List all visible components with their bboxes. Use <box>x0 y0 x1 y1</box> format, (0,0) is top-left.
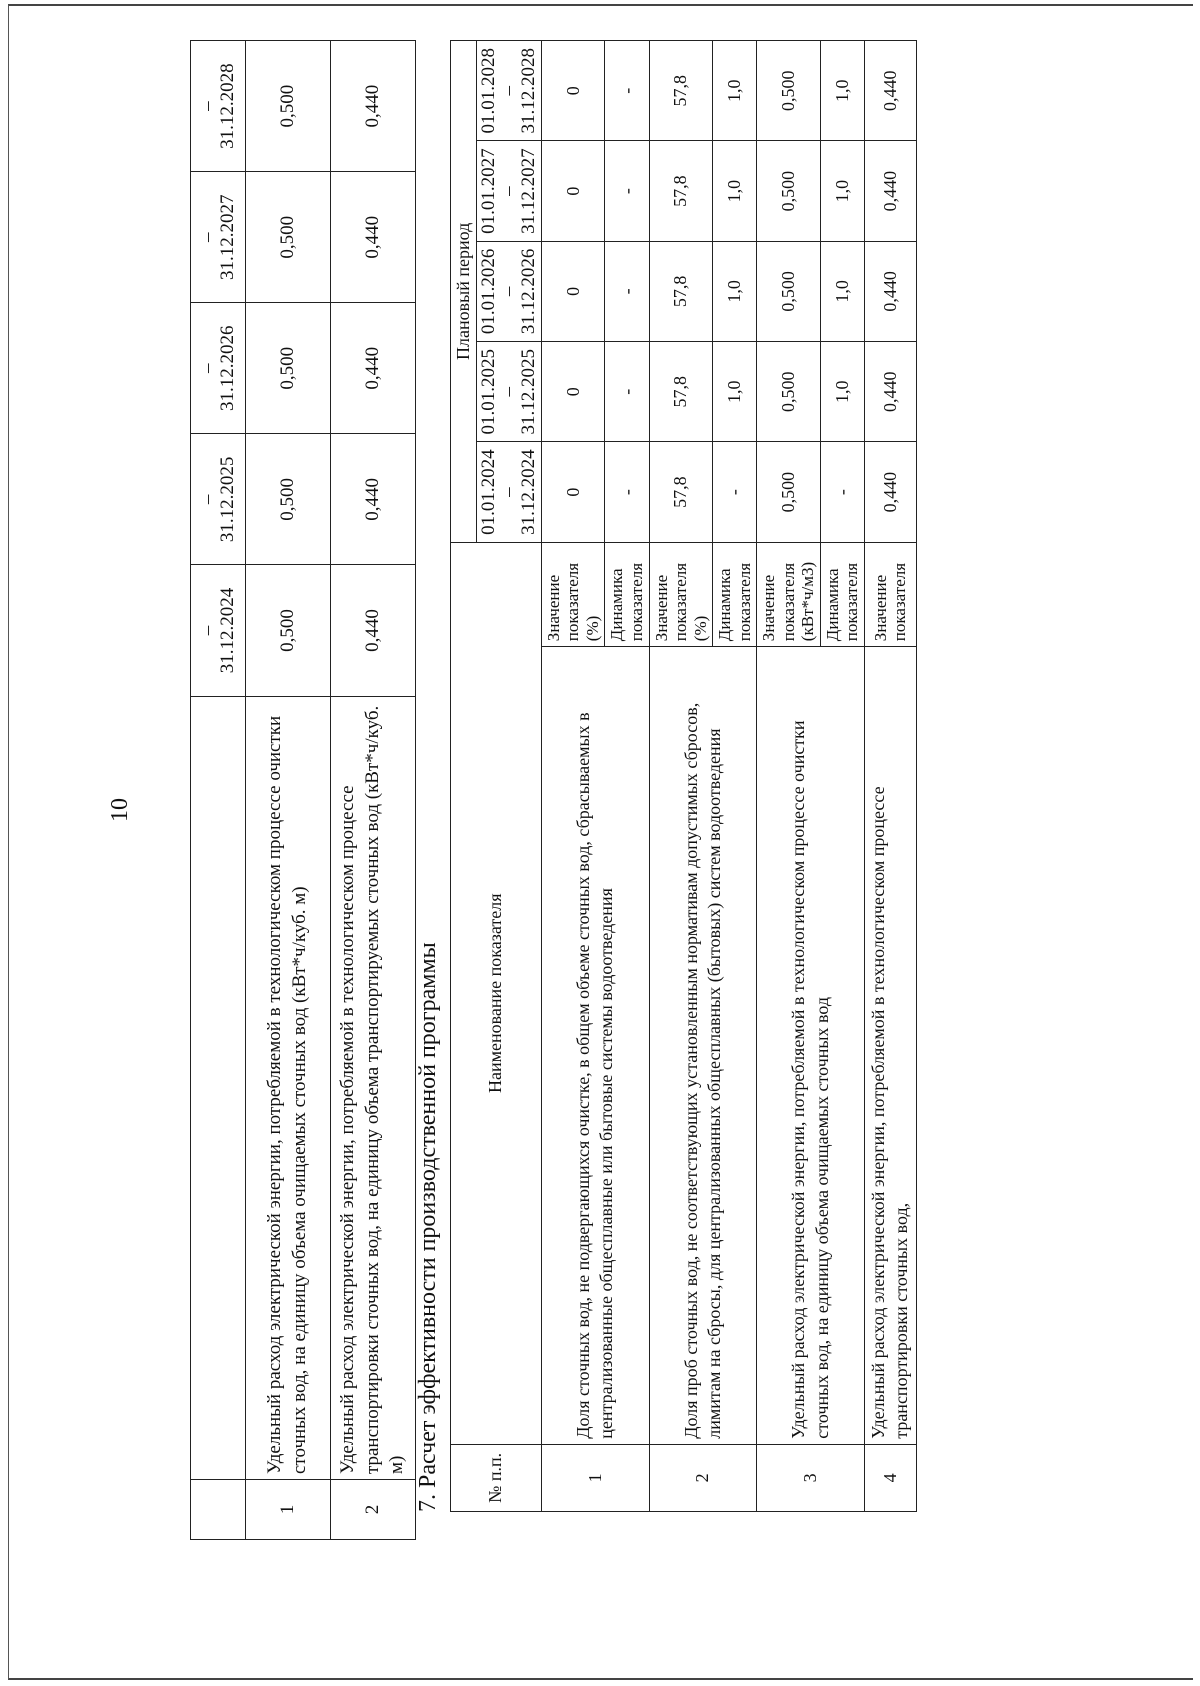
table-row: 2 Доля проб сточных вод, не соответствующих установленным нормативам допустимых сбросов, лимитам на сбросы, для централизованных общесплавных (бытовых) систем водоотведения Значение показателя (%) 57,8 57,8 57,8 57,8 57,8 <box>649 41 713 1512</box>
period-header: 01.01.2025 – 31.12.2025 <box>477 342 542 442</box>
planned-period-header: Плановый период <box>451 41 477 543</box>
table-header-row <box>451 41 477 1512</box>
rotated-content <box>190 40 1190 1540</box>
table-row: 1 Доля сточных вод, не подвергающихся очистке, в общем объеме сточных вод, сбрасываемых в централизованные общесплавные или бытовые системы водоотведения Значение показателя (%) 0 0 0 0 0 <box>541 41 605 1512</box>
table-row: Динамика показателя - 1,0 1,0 1,0 1,0 <box>820 41 864 1512</box>
table-row: 1 Удельный расход электрической энергии, потребляемой в технологическом процессе очистки сточных вод, на единицу объема очищаемых сточных вод (кВт*ч/куб. м) 0,500 0,500 0,500 0,500 0,500 <box>246 41 331 1540</box>
top-table-header <box>191 41 246 1540</box>
col-header-num: № п.п. <box>451 1444 542 1511</box>
date-header: – 31.12.2024 <box>191 565 246 696</box>
date-header: – 31.12.2027 <box>191 172 246 303</box>
date-header: – 31.12.2028 <box>191 41 246 172</box>
period-header: 01.01.2028 – 31.12.2028 <box>477 41 542 141</box>
date-header: – 31.12.2025 <box>191 434 246 565</box>
period-header: 01.01.2026 – 31.12.2026 <box>477 241 542 341</box>
period-header: 01.01.2024 – 31.12.2024 <box>477 442 542 542</box>
table-row: 4 Удельный расход электрической энергии, потребляемой в технологическом процессе транспортировки сточных вод, Значение показателя 0,440 0,440 0,440 0,440 0,440 <box>865 41 917 1512</box>
table-row: 2 Удельный расход электрической энергии, потребляемой в технологическом процессе транспортировки сточных вод, на единицу объема транспортируемых сточных вод (кВт*ч/куб. м) 0,440 0,440 0,440 0,440 0,440 <box>331 41 416 1540</box>
table-row: Динамика показателя - 1,0 1,0 1,0 1,0 <box>713 41 757 1512</box>
period-header: 01.01.2027 – 31.12.2027 <box>477 141 542 241</box>
table-row: 3 Удельный расход электрической энергии, потребляемой в технологическом процессе очистки сточных вод, на единицу объема очищаемых сточных вод Значение показателя (кВт*ч/м3) 0,500 0,500 0,500 0,500 0,500 <box>757 41 821 1512</box>
page-number: 10 <box>107 798 133 822</box>
table-row: Динамика показателя - - - - - <box>605 41 649 1512</box>
section-title: 7. Расчет эффективности производственной программы <box>415 942 441 1512</box>
efficiency-table <box>450 40 917 1512</box>
date-header: – 31.12.2026 <box>191 303 246 434</box>
col-header-name: Наименование показателя <box>451 542 542 1444</box>
top-table <box>190 40 416 1540</box>
